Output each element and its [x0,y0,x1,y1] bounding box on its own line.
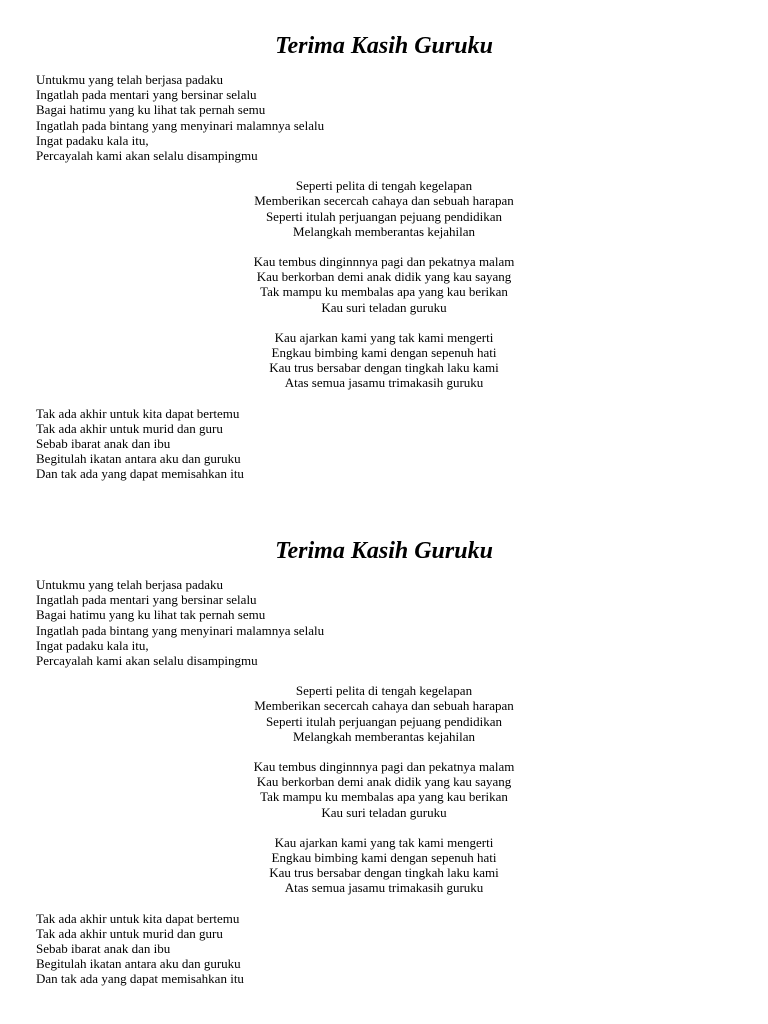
poem-line: Bagai hatimu yang ku lihat tak pernah semu [36,102,266,118]
poem-line: Bagai hatimu yang ku lihat tak pernah semu [36,607,266,623]
stanza-gap [0,315,768,330]
poem-line: Tak ada akhir untuk kita dapat bertemu [36,405,240,421]
stanza-gap [0,744,768,759]
poem-line: Ingatlah pada bintang yang menyinari malamnya selalu [36,117,325,133]
poem-1 [0,31,768,482]
poem-line: Kau suri teladan guruku [321,299,447,315]
stanza-4 [0,330,768,391]
stanza-gap [0,668,768,683]
poem-line: Melangkah memberantas kejahilan [293,223,475,239]
poem-line: Kau ajarkan kami yang tak kami mengerti [274,834,494,850]
stanza-2 [0,683,768,744]
stanza-gap [0,896,768,911]
stanza-3 [0,759,768,820]
poem-line: Kau berkorban demi anak didik yang kau sayang [256,269,512,285]
poem-line: Untukmu yang telah berjasa padaku [36,577,223,592]
poem-line: Tak mampu ku membalas apa yang kau berikan [260,789,508,805]
stanza-5 [0,406,768,482]
poem-line: Kau tembus dinginnnya pagi dan pekatnya malam [253,254,515,270]
stanza-gap [0,391,768,406]
stanza-4 [0,835,768,896]
poem-line: Kau trus bersabar dengan tingkah laku kami [269,360,499,376]
poem-line: Tak mampu ku membalas apa yang kau berikan [260,284,508,300]
poem-line: Ingatlah pada bintang yang menyinari malamnya selalu [36,622,325,638]
stanza-gap [0,163,768,178]
poem-line: Kau suri teladan guruku [321,804,447,820]
poem-line: Ingatlah pada mentari yang bersinar selalu [36,592,257,608]
poem-line: Ingatlah pada mentari yang bersinar selalu [36,87,257,103]
poem-2 [0,536,768,987]
poem-title: Terima Kasih Guruku [275,538,493,564]
poem-line: Dan tak ada yang dapat memisahkan itu [36,466,244,482]
stanza-1 [0,72,768,163]
poem-line: Memberikan secercah cahaya dan sebuah harapan [254,193,514,209]
poem-line: Kau berkorban demi anak didik yang kau sayang [256,774,512,790]
stanza-gap [0,820,768,835]
poem-line: Memberikan secercah cahaya dan sebuah harapan [254,698,514,714]
stanza-gap [0,239,768,254]
poem-line: Sebab ibarat anak dan ibu [36,941,171,957]
poem-line: Kau ajarkan kami yang tak kami mengerti [274,329,494,345]
poem-line: Ingat padaku kala itu, [36,637,149,653]
poem-line: Atas semua jasamu trimakasih guruku [284,880,484,896]
poem-line: Kau tembus dinginnnya pagi dan pekatnya malam [253,759,515,775]
stanza-3 [0,254,768,315]
poem-line: Tak ada akhir untuk kita dapat bertemu [36,910,240,926]
poem-line: Percayalah kami akan selalu disampingmu [36,653,258,669]
poem-line: Engkau bimbing kami dengan sepenuh hati [271,345,497,361]
poem-line: Seperti itulah perjuangan pejuang pendidikan [265,713,503,729]
poem-line: Tak ada akhir untuk murid dan guru [36,925,223,941]
poem-line: Atas semua jasamu trimakasih guruku [284,375,484,391]
poem-line: Seperti itulah perjuangan pejuang pendidikan [265,208,503,224]
poem-line: Seperti pelita di tengah kegelapan [295,178,473,194]
stanza-2 [0,178,768,239]
poem-line: Sebab ibarat anak dan ibu [36,436,171,452]
poem-line: Tak ada akhir untuk murid dan guru [36,420,223,436]
poem-line: Begitulah ikatan antara aku dan guruku [36,451,241,467]
poem-line: Dan tak ada yang dapat memisahkan itu [36,971,244,987]
poem-line: Melangkah memberantas kejahilan [293,728,475,744]
poem-line: Untukmu yang telah berjasa padaku [36,72,223,87]
poem-line: Engkau bimbing kami dengan sepenuh hati [271,850,497,866]
poem-line: Percayalah kami akan selalu disampingmu [36,148,258,164]
poem-line: Begitulah ikatan antara aku dan guruku [36,956,241,972]
poem-title: Terima Kasih Guruku [275,33,493,59]
stanza-1 [0,577,768,668]
poem-line: Ingat padaku kala itu, [36,132,149,148]
stanza-5 [0,911,768,987]
poem-line: Seperti pelita di tengah kegelapan [295,683,473,699]
poem-line: Kau trus bersabar dengan tingkah laku kami [269,865,499,881]
